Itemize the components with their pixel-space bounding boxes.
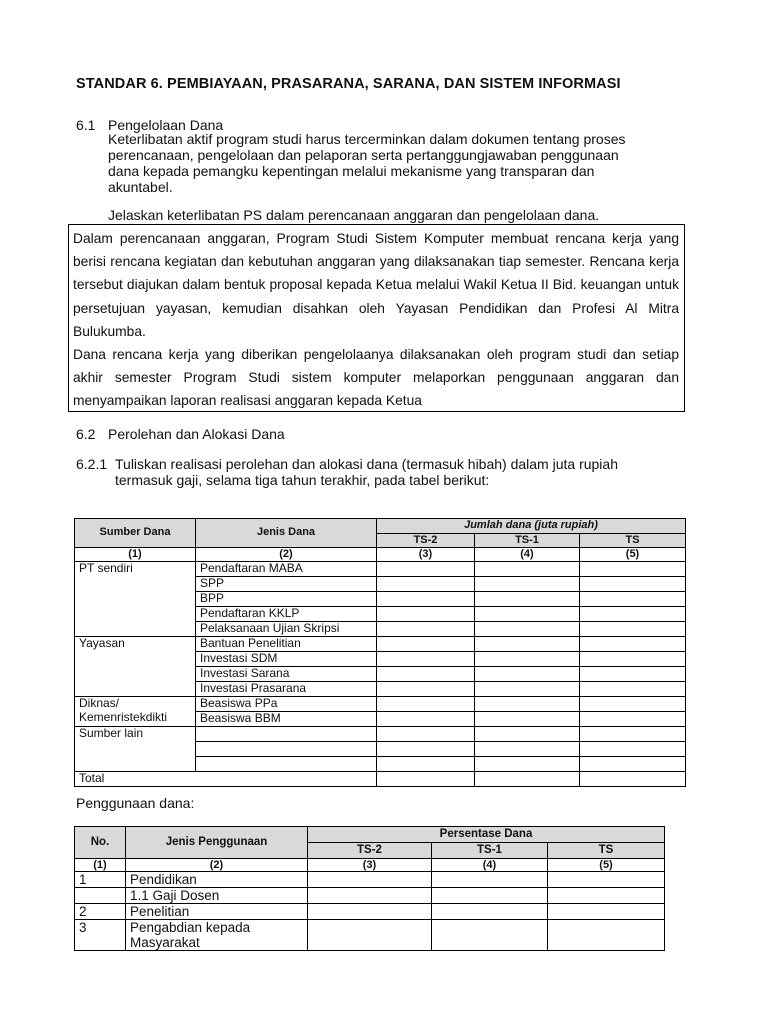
value-cell[interactable] [377, 637, 475, 652]
header-jumlah-dana: Jumlah dana (juta rupiah) [377, 519, 686, 534]
jenis-dana-cell: Investasi Sarana [196, 667, 377, 682]
header-persentase-dana: Persentase Dana [308, 827, 665, 843]
header-ts-2: TS-2 [308, 843, 432, 859]
value-cell[interactable] [475, 712, 580, 727]
value-cell[interactable] [475, 697, 580, 712]
penggunaan-dana-label: Penggunaan dana: [76, 795, 195, 811]
column-number: (1) [75, 548, 196, 562]
column-number: (5) [580, 548, 686, 562]
answer-box [68, 224, 685, 412]
description-line: akuntabel. [108, 179, 173, 195]
column-number: (3) [308, 859, 432, 872]
column-number: (3) [377, 548, 475, 562]
table-row [75, 637, 686, 652]
value-cell[interactable] [580, 577, 686, 592]
value-cell[interactable] [580, 682, 686, 697]
subsection-number-6-2-1: 6.2.1 [76, 456, 108, 472]
page-title: STANDAR 6. PEMBIAYAAN, PRASARANA, SARANA, DAN SISTEM INFORMASI [76, 76, 621, 92]
table-row [75, 727, 686, 742]
header-ts: TS [580, 533, 686, 548]
jenis-dana-cell: Beasiswa BBM [196, 712, 377, 727]
value-cell[interactable] [475, 667, 580, 682]
jenis-dana-cell: Pelaksanaan Ujian Skripsi [196, 622, 377, 637]
jenis-dana-cell: BPP [196, 592, 377, 607]
section-number-6-1: 6.1 [76, 117, 96, 133]
value-cell[interactable] [475, 652, 580, 667]
value-cell[interactable] [377, 577, 475, 592]
value-cell[interactable] [377, 592, 475, 607]
value-cell[interactable] [580, 712, 686, 727]
no-cell: 1 [75, 872, 126, 888]
table-row [75, 697, 686, 712]
jenis-line-2: Masyarakat [130, 935, 200, 950]
no-cell [75, 888, 126, 904]
jenis-dana-cell[interactable] [196, 727, 377, 742]
value-cell[interactable] [377, 652, 475, 667]
value-cell[interactable] [580, 652, 686, 667]
header-ts-2: TS-2 [377, 533, 475, 548]
table-row [75, 562, 686, 577]
value-cell[interactable] [377, 712, 475, 727]
total-label: Total [75, 772, 377, 787]
column-number: (2) [196, 548, 377, 562]
table-row [75, 888, 665, 904]
value-cell[interactable] [475, 562, 580, 577]
total-cell[interactable] [377, 772, 475, 787]
value-cell[interactable] [580, 742, 686, 757]
answer-paragraph-2: Dana rencana kerja yang diberikan pengelolaanya dilaksanakan oleh program studi dan setiap akhir semester Program Studi sistem komputer melaporkan penggunaan anggaran dan menyampaikan laporan realisasi anggaran kepada Ketua [73, 347, 679, 409]
value-cell[interactable] [580, 667, 686, 682]
value-cell[interactable] [475, 592, 580, 607]
header-ts-1: TS-1 [432, 843, 548, 859]
value-cell[interactable] [475, 607, 580, 622]
value-cell[interactable] [377, 607, 475, 622]
value-cell[interactable] [580, 757, 686, 772]
total-row [75, 772, 686, 787]
value-cell[interactable] [548, 920, 665, 951]
value-cell[interactable] [548, 888, 665, 904]
value-cell[interactable] [432, 920, 548, 951]
column-number: (1) [75, 859, 126, 872]
header-sumber-dana: Sumber Dana [75, 519, 196, 548]
value-cell[interactable] [377, 727, 475, 742]
jenis-dana-cell: Investasi SDM [196, 652, 377, 667]
jenis-dana-cell[interactable] [196, 757, 377, 772]
jenis-penggunaan-cell: Penelitian [126, 904, 308, 920]
description-line: dana kepada pemangku kepentingan melalui mekanisme yang transparan dan [108, 163, 595, 179]
column-number: (5) [548, 859, 665, 872]
value-cell[interactable] [377, 757, 475, 772]
section-number-6-2: 6.2 [76, 426, 96, 442]
header-no: No. [75, 827, 126, 859]
jenis-line-1: Pengabdian kepada [130, 920, 251, 935]
jenis-dana-cell: Investasi Prasarana [196, 682, 377, 697]
value-cell[interactable] [580, 562, 686, 577]
value-cell[interactable] [580, 622, 686, 637]
total-cell[interactable] [580, 772, 686, 787]
section-title-6-2: Perolehan dan Alokasi Dana [108, 426, 285, 442]
table-row [75, 904, 665, 920]
value-cell[interactable] [475, 742, 580, 757]
funding-table [74, 518, 686, 787]
no-cell: 3 [75, 920, 126, 951]
value-cell[interactable] [475, 727, 580, 742]
jenis-penggunaan-cell: 1.1 Gaji Dosen [126, 888, 308, 904]
answer-paragraph-1: Dalam perencanaan anggaran, Program Studi Sistem Komputer membuat rencana kerja yang berisi rencana kegiatan dan kebutuhan anggaran yang dilaksanakan tiap semester. Rencana kerja tersebut diajukan dalam bentuk proposal kepada Ketua melalui Wakil Ketua II Bid. keuangan untuk persetujuan yayasan, kemudian disahkan oleh Yayasan Pendidikan dan Profesi Al Mitra Bulukumba. [73, 231, 679, 339]
group-diknas-line-1: Diknas/ [79, 696, 120, 711]
value-cell[interactable] [580, 637, 686, 652]
value-cell[interactable] [580, 697, 686, 712]
value-cell[interactable] [548, 872, 665, 888]
value-cell[interactable] [548, 904, 665, 920]
value-cell[interactable] [308, 920, 432, 951]
section-title-6-1: Pengelolaan Dana [108, 117, 224, 133]
value-cell[interactable] [377, 697, 475, 712]
value-cell[interactable] [432, 872, 548, 888]
value-cell[interactable] [377, 622, 475, 637]
header-jenis-penggunaan: Jenis Penggunaan [126, 827, 308, 859]
jenis-penggunaan-cell [126, 920, 308, 951]
subsection-line-2: termasuk gaji, selama tiga tahun terakhir, pada tabel berikut: [115, 472, 490, 488]
header-ts: TS [548, 843, 665, 859]
group-diknas [75, 697, 196, 727]
jenis-dana-cell[interactable] [196, 742, 377, 757]
description-line: Keterlibatan aktif program studi harus tercerminkan dalam dokumen tentang proses [108, 131, 626, 147]
group-diknas-line-2: Kemenristekdikti [79, 709, 168, 724]
total-cell[interactable] [475, 772, 580, 787]
value-cell[interactable] [475, 637, 580, 652]
value-cell[interactable] [377, 682, 475, 697]
jenis-dana-cell: Beasiswa PPa [196, 697, 377, 712]
value-cell[interactable] [475, 577, 580, 592]
jenis-dana-cell: Bantuan Penelitian [196, 637, 377, 652]
value-cell[interactable] [432, 904, 548, 920]
no-cell: 2 [75, 904, 126, 920]
column-number: (4) [432, 859, 548, 872]
section-6-1-description [108, 131, 653, 195]
value-cell[interactable] [475, 622, 580, 637]
group-pt-sendiri: PT sendiri [75, 562, 196, 637]
header-jenis-dana: Jenis Dana [196, 519, 377, 548]
description-line: perencanaan, pengelolaan dan pelaporan serta pertanggungjawaban penggunaan [108, 147, 619, 163]
table-row [75, 920, 665, 951]
value-cell[interactable] [580, 592, 686, 607]
group-yayasan: Yayasan [75, 637, 196, 697]
value-cell[interactable] [308, 872, 432, 888]
value-cell[interactable] [308, 904, 432, 920]
subsection-line-1: Tuliskan realisasi perolehan dan alokasi dana (termasuk hibah) dalam juta rupiah [115, 456, 618, 472]
value-cell[interactable] [377, 667, 475, 682]
header-ts-1: TS-1 [475, 533, 580, 548]
group-sumber-lain: Sumber lain [75, 727, 196, 772]
table-row [75, 872, 665, 888]
value-cell[interactable] [377, 742, 475, 757]
column-number: (4) [475, 548, 580, 562]
usage-table [74, 826, 665, 951]
value-cell[interactable] [475, 757, 580, 772]
value-cell[interactable] [475, 682, 580, 697]
jenis-penggunaan-cell: Pendidikan [126, 872, 308, 888]
value-cell[interactable] [432, 888, 548, 904]
jenis-dana-cell: Pendaftaran KKLP [196, 607, 377, 622]
jenis-dana-cell: Pendaftaran MABA [196, 562, 377, 577]
section-6-1-prompt: Jelaskan keterlibatan PS dalam perencanaan anggaran dan pengelolaan dana. [108, 207, 600, 223]
value-cell[interactable] [580, 607, 686, 622]
column-number: (2) [126, 859, 308, 872]
value-cell[interactable] [377, 562, 475, 577]
jenis-dana-cell: SPP [196, 577, 377, 592]
value-cell[interactable] [308, 888, 432, 904]
value-cell[interactable] [580, 727, 686, 742]
